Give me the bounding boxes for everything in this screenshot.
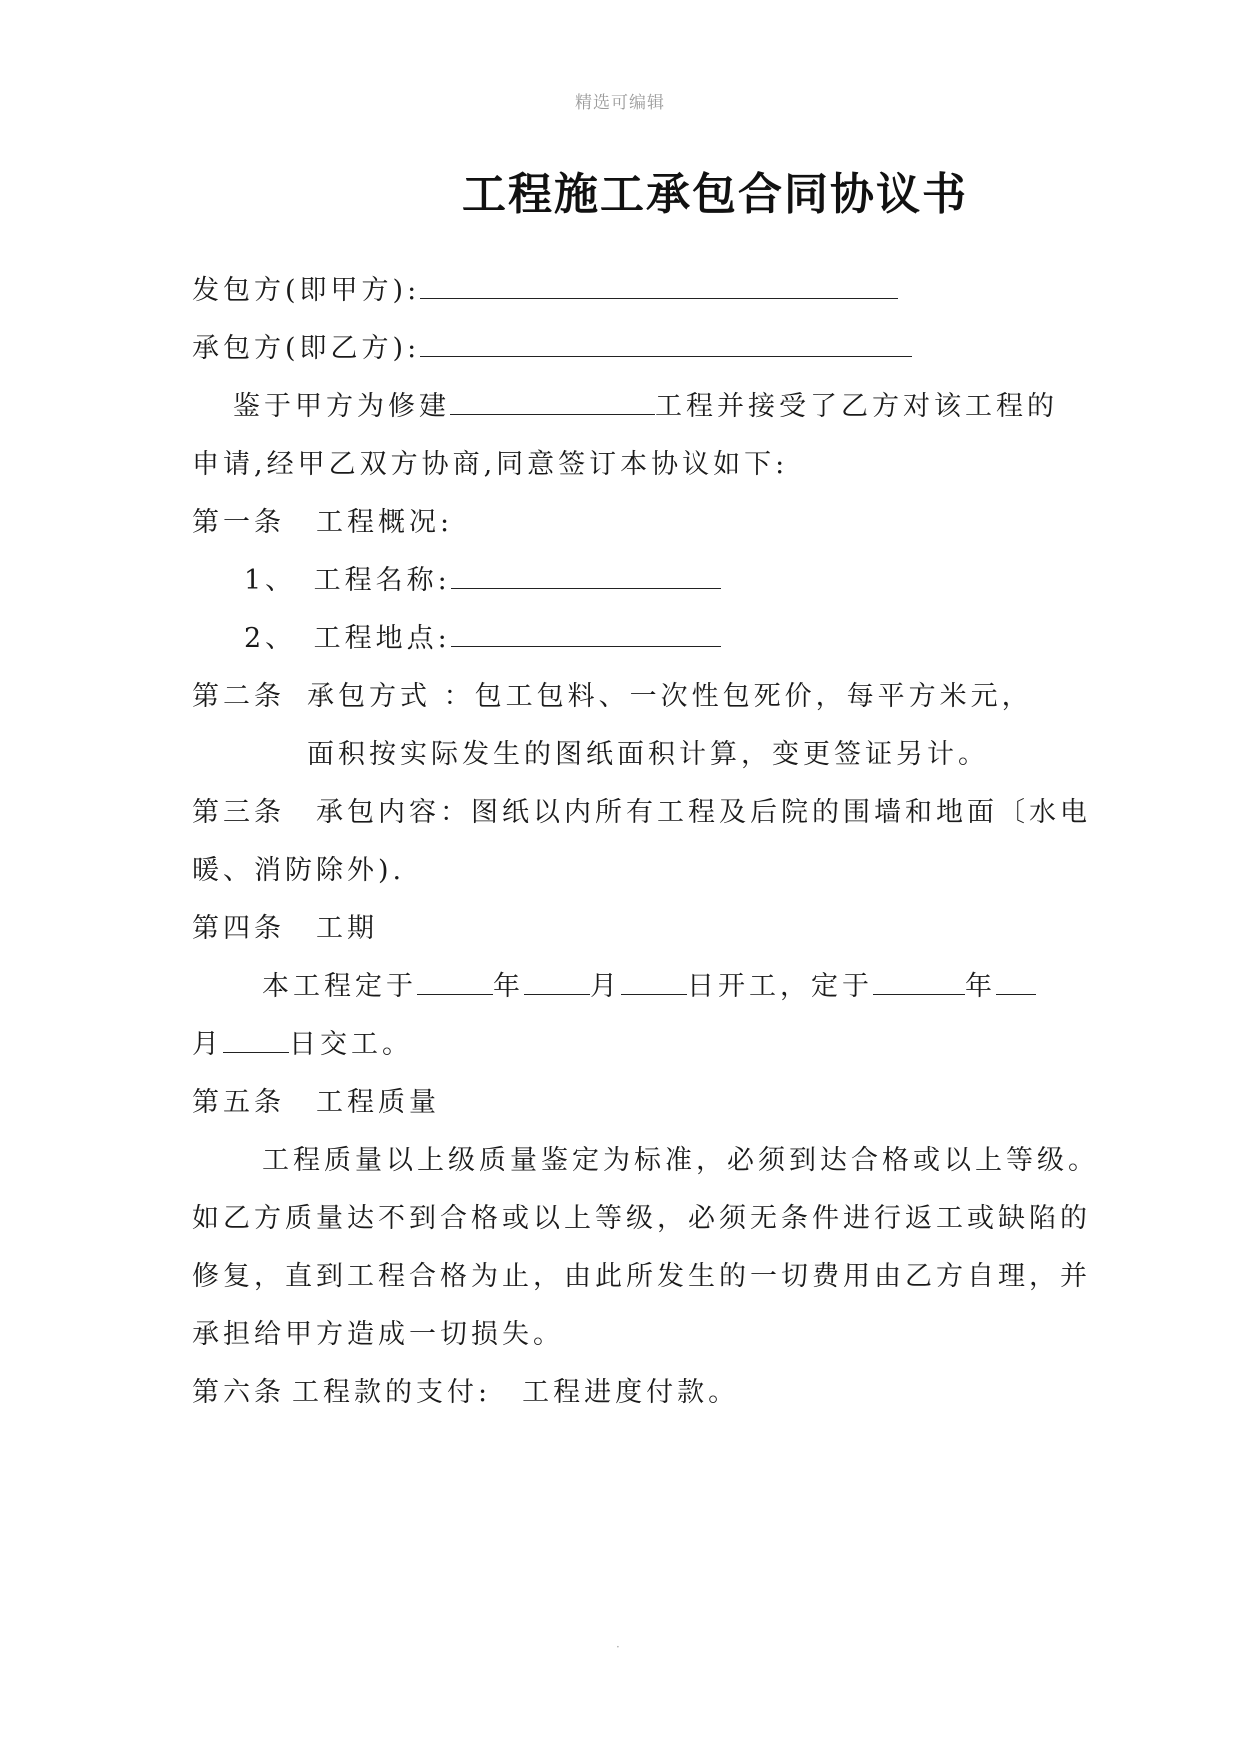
article1-heading: 第一条 工程概况: — [192, 507, 454, 538]
preamble-line-1 — [233, 384, 1058, 423]
party-a-blank — [420, 268, 898, 299]
article3-line-1: 第三条 承包内容：图纸以内所有工程及后院的围墙和地面〔水电 — [192, 797, 1091, 828]
end-month-label: 月 — [192, 1029, 223, 1060]
project-location-blank — [451, 616, 721, 647]
start-month-label: 月 — [590, 971, 621, 1002]
article4-heading: 第四条 工期 — [192, 913, 378, 944]
project-name-label: 1、 工程名称: — [244, 565, 451, 596]
article5-paragraph-2: 如乙方质量达不到合格或以上等级，必须无条件进行返工或缺陷的 — [192, 1203, 1091, 1234]
schedule-line-2 — [192, 1022, 413, 1061]
end-day-label: 日交工。 — [289, 1029, 413, 1060]
article6-text: 工程款的支付: 工程进度付款。 — [292, 1377, 740, 1408]
project-name-line — [244, 558, 721, 597]
schedule-line-1 — [262, 964, 1036, 1003]
end-month-blank-start — [996, 964, 1036, 995]
end-year-blank — [873, 964, 965, 995]
end-year-label: 年 — [965, 971, 996, 1002]
start-day-blank — [621, 964, 687, 995]
article5-paragraph-1: 工程质量以上级质量鉴定为标准，必须到达合格或以上等级。 — [262, 1145, 1099, 1176]
article2-line-1: 承包方式 ：包工包料、一次性包死价，每平方米元， — [307, 681, 1033, 712]
watermark-header: 精选可编辑 — [575, 93, 665, 113]
preamble-part1: 鉴于甲方为修建 — [233, 391, 450, 422]
start-year-blank — [417, 964, 493, 995]
preamble-line-2: 申请,经甲乙双方协商,同意签订本协议如下: — [192, 449, 789, 480]
footer-mark: · — [616, 1640, 620, 1654]
end-day-blank — [223, 1022, 289, 1053]
preamble-part2: 工程并接受了乙方对该工程的 — [655, 391, 1058, 422]
project-location-line — [244, 616, 721, 655]
start-year-label: 年 — [493, 971, 524, 1002]
start-day-label: 日开工，定于 — [687, 971, 873, 1002]
document-title: 工程施工承包合同协议书 — [462, 169, 968, 220]
article3-line-2: 暖、消防除外). — [192, 855, 406, 886]
party-a-line — [192, 268, 898, 307]
article2-line-2: 面积按实际发生的图纸面积计算，变更签证另计。 — [307, 739, 989, 770]
project-location-label: 2、 工程地点: — [244, 623, 451, 654]
project-blank — [450, 384, 655, 415]
party-a-label: 发包方(即甲方): — [192, 275, 421, 306]
article5-heading: 第五条 工程质量 — [192, 1087, 440, 1118]
party-b-line — [192, 326, 912, 365]
article6-heading: 第六条 — [192, 1377, 285, 1408]
article5-paragraph-4: 承担给甲方造成一切损失。 — [192, 1319, 564, 1350]
project-name-blank — [451, 558, 721, 589]
party-b-blank — [420, 326, 912, 357]
start-prefix: 本工程定于 — [262, 971, 417, 1002]
article5-paragraph-3: 修复，直到工程合格为止，由此所发生的一切费用由乙方自理，并 — [192, 1261, 1091, 1292]
article2-heading: 第二条 — [192, 681, 285, 712]
start-month-blank — [524, 964, 590, 995]
party-b-label: 承包方(即乙方): — [192, 333, 421, 364]
